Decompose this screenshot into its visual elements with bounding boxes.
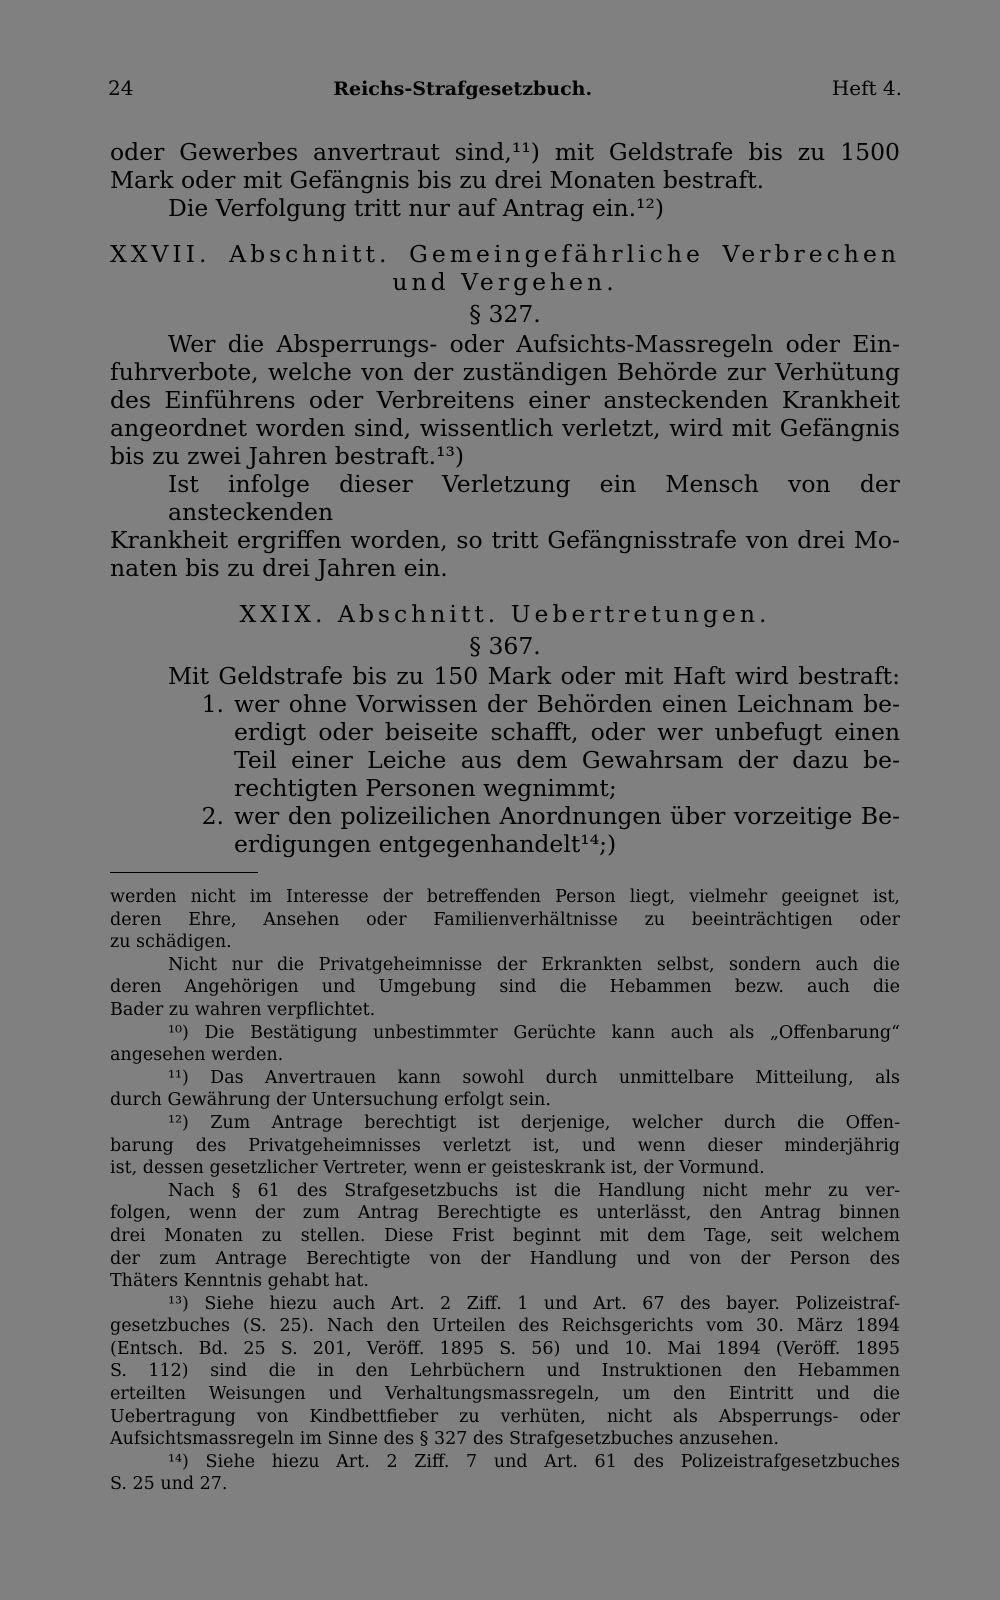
footnote <box>110 1112 900 1180</box>
footnote-line: zu schädigen. <box>110 932 232 953</box>
footnote-line: folgen, wenn der zum Antrag Berechtigte es unterlässt, den Antrag binnen <box>110 1203 900 1224</box>
footnote <box>110 1293 900 1451</box>
list-item <box>110 690 900 802</box>
footnote-line: ¹⁰) Die Bestätigung unbestimmter Gerüchte kann auch als „Offenbarung“ <box>168 1022 900 1043</box>
footnote-line: Aufsichtsmassregeln im Sinne des § 327 des Strafgesetzbuches anzusehen. <box>110 1429 779 1450</box>
section-heading: XXVII. Abschnitt. Gemeingefährliche Verbrechen <box>110 240 900 268</box>
text-line: Krankheit ergriffen worden, so tritt Gefängnisstrafe von drei Mo- <box>110 526 900 554</box>
footnote-line: angesehen werden. <box>110 1045 284 1066</box>
running-header <box>108 76 902 100</box>
text-line: Mark oder mit Gefängnis bis zu drei Monaten bestraft. <box>110 166 765 194</box>
footnote-line: ¹³) Siehe hiezu auch Art. 2 Ziff. 1 und Art. 67 des bayer. Polizeistraf- <box>168 1293 900 1314</box>
footnote-line: ist, dessen gesetzlicher Vertreter, wenn er geisteskrank ist, der Vormund. <box>110 1158 765 1179</box>
footnote-line: ¹⁴) Siehe hiezu Art. 2 Ziff. 7 und Art. 61 des Polizeistrafgesetzbuches <box>168 1451 900 1472</box>
footnote-line: Uebertragung von Kindbettfieber zu verhüten, nicht als Absperrungs- oder <box>110 1406 900 1427</box>
paragraph-mark: § 327. <box>469 300 541 328</box>
text-line: Wer die Absperrungs- oder Aufsichts-Massregeln oder Ein- <box>168 330 900 358</box>
list-item <box>110 802 900 858</box>
paragraph <box>110 470 900 582</box>
section-heading: XXIX. Abschnitt. Uebertretungen. <box>239 600 771 628</box>
footnote-line: (Entsch. Bd. 25 S. 201, Veröff. 1895 S. 56) und 10. Mai 1894 (Veröff. 1895 <box>110 1338 900 1359</box>
text-line: oder Gewerbes anvertraut sind,¹¹) mit Geldstrafe bis zu 1500 <box>110 138 900 166</box>
list-number: 2. <box>201 802 224 830</box>
issue-label: Heft 4. <box>831 76 902 100</box>
footnote-line: deren Ehre, Ansehen oder Familienverhältnisse zu beeinträchtigen oder <box>110 909 900 930</box>
text-line: Die Verfolgung tritt nur auf Antrag ein.¹²) <box>168 194 665 222</box>
footnote-line: Nicht nur die Privatgeheimnisse der Erkrankten selbst, sondern auch die <box>168 954 900 975</box>
paragraph-mark: § 367. <box>469 632 541 660</box>
footnote-line: durch Gewährung der Untersuchung erfolgt sein. <box>110 1090 551 1111</box>
section-heading-cont: und Vergehen. <box>392 268 618 296</box>
footnote-line: barung des Privatgeheimnisses verletzt ist, und wenn dieser minderjährig <box>110 1135 900 1156</box>
footnote <box>110 1067 900 1112</box>
text-line: Ist infolge dieser Verletzung ein Mensch von der ansteckenden <box>168 470 900 526</box>
footnote <box>110 1022 900 1067</box>
main-text <box>110 138 900 858</box>
footnote-line: Bader zu wahren verpflichtet. <box>110 999 376 1020</box>
footnote <box>110 954 900 1022</box>
footnote-line: gesetzbuches (S. 25). Nach den Urteilen des Reichsgerichts vom 30. März 1894 <box>110 1316 900 1337</box>
text-line: angeordnet worden sind, wissentlich verletzt, wird mit Gefängnis <box>110 414 900 442</box>
footnote <box>110 886 900 954</box>
text-line: rechtigten Personen wegnimmt; <box>234 774 617 802</box>
footnote-line: S. 25 und 27. <box>110 1474 228 1495</box>
footnote-line: werden nicht im Interesse der betreffenden Person liegt, vielmehr geeignet ist, <box>110 887 900 907</box>
footnote-divider <box>110 872 258 873</box>
footnote-line: erteilten Weisungen und Verhaltungsmassregeln, um den Eintritt und die <box>110 1384 900 1405</box>
text-line: naten bis zu drei Jahren ein. <box>110 554 448 582</box>
footnote-line: der zum Antrage Berechtigte von der Handlung und von der Person des <box>110 1248 900 1269</box>
text-line: erdigt oder beiseite schafft, oder wer unbefugt einen <box>234 718 900 746</box>
footnote-line: ¹¹) Das Anvertrauen kann sowohl durch unmittelbare Mitteilung, als <box>168 1067 900 1088</box>
footnote-line: Nach § 61 des Strafgesetzbuchs ist die Handlung nicht mehr zu ver- <box>168 1180 900 1201</box>
paragraph <box>110 330 900 470</box>
footnote-line: drei Monaten zu stellen. Diese Frist beginnt mit dem Tage, seit welchem <box>110 1225 900 1246</box>
footnote <box>110 1180 900 1293</box>
text-line: wer ohne Vorwissen der Behörden einen Leichnam be- <box>234 690 900 718</box>
text-line: des Einführens oder Verbreitens einer ansteckenden Krankheit <box>110 386 900 414</box>
text-line: Mit Geldstrafe bis zu 150 Mark oder mit Haft wird bestraft: <box>168 662 900 690</box>
text-line: erdigungen entgegenhandelt¹⁴;) <box>234 830 617 858</box>
footnote-line: S. 112) sind die in den Lehrbüchern und Instruktionen den Hebammen <box>110 1361 900 1382</box>
footnote-line: deren Angehörigen und Umgebung sind die Hebammen bezw. auch die <box>110 977 900 998</box>
text-line: fuhrverbote, welche von der zuständigen Behörde zur Verhütung <box>110 358 900 386</box>
page-number: 24 <box>108 76 134 100</box>
footnotes <box>110 886 900 1496</box>
text-line: wer den polizeilichen Anordnungen über vorzeitige Be- <box>234 802 900 830</box>
text-line: Teil einer Leiche aus dem Gewahrsam der dazu be- <box>234 746 900 774</box>
footnote-line: ¹²) Zum Antrage berechtigt ist derjenige, welcher durch die Offen- <box>168 1112 900 1133</box>
footnote <box>110 1451 900 1496</box>
running-title: Reichs-Strafgesetzbuch. <box>333 78 593 100</box>
list-number: 1. <box>201 690 224 718</box>
text-line: bis zu zwei Jahren bestraft.¹³) <box>110 442 465 470</box>
footnote-line: Thäters Kenntnis gehabt hat. <box>110 1271 369 1292</box>
